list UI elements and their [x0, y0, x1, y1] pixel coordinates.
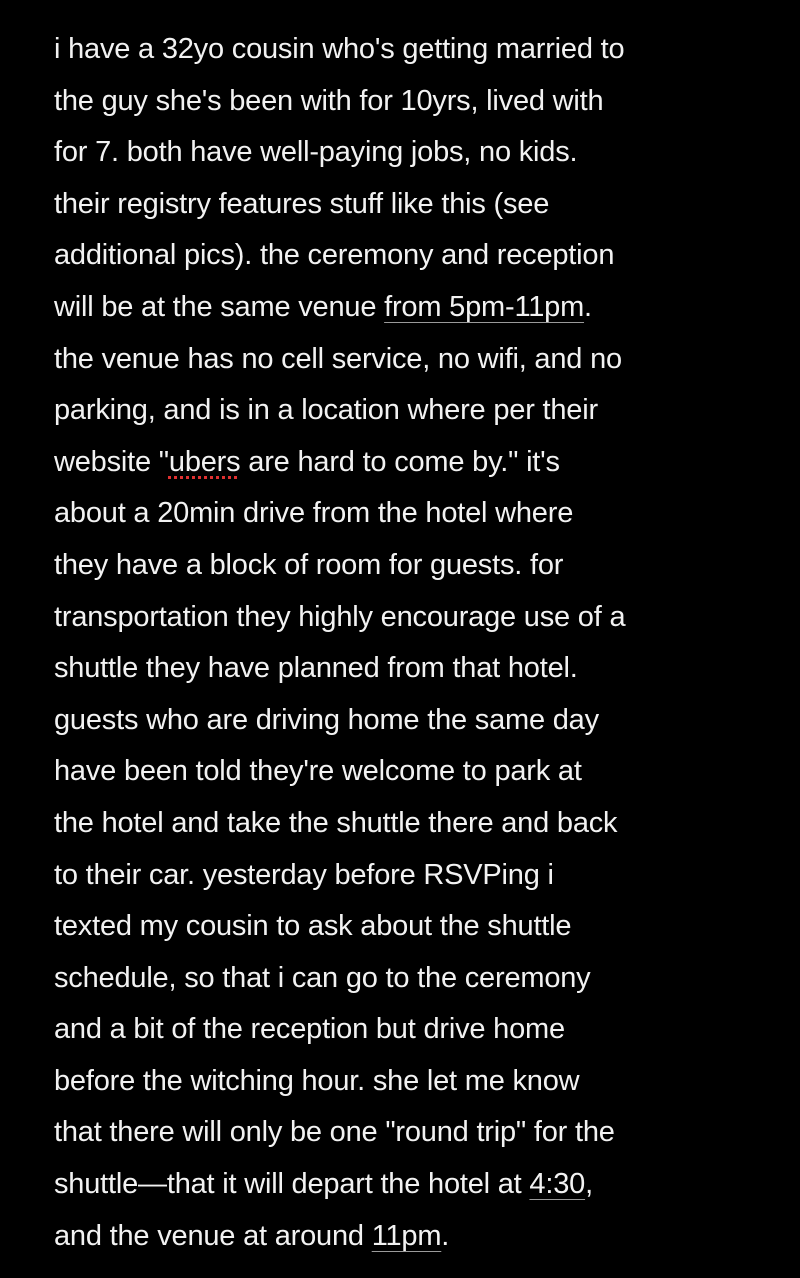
text-line: [54, 437, 774, 489]
text-line: transportation they highly encourage use of a: [54, 600, 626, 633]
text-segment: .: [441, 1219, 450, 1252]
text-line: guests who are driving home the same day: [54, 703, 599, 736]
text-line: [54, 1211, 774, 1263]
note-body: [54, 24, 774, 1262]
text-line: that there will only be one "round trip" for the: [54, 1116, 615, 1149]
text-line: schedule, so that i can go to the ceremony: [54, 961, 591, 994]
text-line: additional pics). the ceremony and reception: [54, 239, 615, 272]
time-range-link[interactable]: from 5pm-11pm: [384, 290, 585, 323]
text-line: the hotel and take the shuttle there and back: [54, 806, 618, 839]
text-line: the venue has no cell service, no wifi, and no: [54, 342, 622, 375]
text-line: have been told they're welcome to park at: [54, 755, 582, 788]
text-line: the guy she's been with for 10yrs, lived with: [54, 84, 604, 117]
text-line: i have a 32yo cousin who's getting married to: [54, 33, 625, 65]
misspelled-word[interactable]: ubers: [168, 445, 241, 478]
text-line: shuttle they have planned from that hotel.: [54, 652, 578, 685]
text-segment: .: [584, 290, 592, 323]
text-line: parking, and is in a location where per their: [54, 394, 598, 427]
text-line: they have a block of room for guests. for: [54, 548, 564, 581]
text-line: to their car. yesterday before RSVPing i: [54, 858, 554, 891]
text-line: texted my cousin to ask about the shuttle: [54, 910, 572, 943]
text-segment: will be at the same venue: [54, 290, 385, 323]
time-link[interactable]: 11pm: [371, 1219, 442, 1252]
text-segment: ,: [585, 1168, 593, 1201]
text-line: and a bit of the reception but drive home: [54, 1013, 565, 1046]
text-segment: are hard to come by." it's: [240, 445, 560, 478]
text-segment: website ": [54, 445, 169, 478]
text-line: about a 20min drive from the hotel where: [54, 497, 574, 530]
text-line: before the witching hour. she let me know: [54, 1064, 580, 1097]
text-line: [54, 282, 774, 334]
text-line: their registry features stuff like this (see: [54, 187, 550, 220]
text-segment: shuttle—that it will depart the hotel at: [54, 1168, 530, 1201]
text-line: for 7. both have well-paying jobs, no kids.: [54, 136, 578, 169]
time-link[interactable]: 4:30: [529, 1168, 586, 1201]
text-segment: and the venue at around: [54, 1219, 372, 1252]
text-line: [54, 1159, 774, 1211]
